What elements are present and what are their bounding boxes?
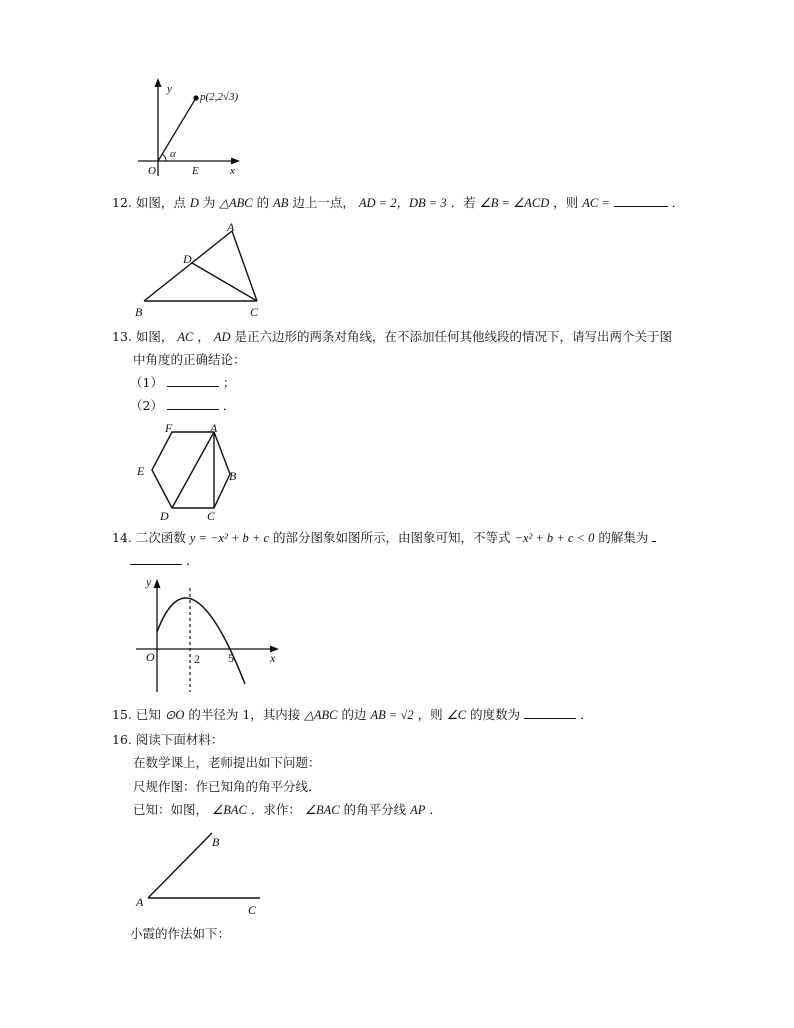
q16-text-e: 的角平分线 (343, 802, 407, 817)
x-label: x (270, 651, 276, 665)
side-ac (232, 231, 257, 301)
answer-blank[interactable] (614, 194, 668, 207)
q13-text-c: ， (197, 329, 210, 344)
q16-line4: 小霞的作法如下： (130, 926, 231, 941)
q14-end: ． (185, 553, 199, 568)
vertex-a-label: A (136, 895, 144, 909)
x-label: x (230, 165, 235, 177)
q12-side: AB (273, 196, 289, 210)
vertex-c-label: C (250, 305, 259, 319)
q13-line2: 中角度的正确结论： (133, 352, 246, 367)
q15-circle: ⊙O (164, 708, 185, 722)
q11-figure (130, 76, 255, 180)
item-number: （1） (130, 375, 163, 390)
parabola (157, 598, 245, 684)
q14-text-a: 二次函数 (135, 530, 186, 545)
origin-label: O (146, 650, 155, 664)
item-end: ． (222, 398, 236, 413)
tick-2-label: 2 (194, 652, 200, 666)
side-ba (144, 231, 232, 301)
vertex-a-label: A (227, 220, 235, 234)
answer-blank[interactable] (130, 552, 182, 565)
vertex-b-label: B (229, 469, 237, 483)
q16-text-a: 已知：如图， (133, 802, 209, 817)
item-end: ； (222, 375, 236, 390)
segment-cd (192, 263, 257, 301)
q12-text-i: ．若 (450, 195, 476, 210)
y-axis-arrow (154, 579, 161, 588)
q13-item1 (130, 374, 235, 392)
q13-text-a: 如图， (135, 329, 174, 344)
q16-angle-2: ∠BAC (304, 803, 340, 817)
answer-blank-start (652, 529, 656, 542)
q15-text-a: 已知 (135, 707, 161, 722)
q12-ac: AC = (582, 196, 610, 210)
q12-text-e: 的 (256, 195, 270, 210)
q16-ap: AP (410, 803, 426, 817)
hexagon (152, 432, 230, 508)
q12-figure (130, 216, 270, 320)
q12-lengths: AD = 2，DB = 3 (358, 196, 447, 210)
q12-triangle: △ABC (219, 196, 253, 210)
q16-text-c: ．求作： (250, 802, 301, 817)
q16-figure (130, 826, 270, 920)
question-number: 16. (112, 732, 132, 747)
alpha-label: α (170, 148, 176, 160)
q15-side: AB = √2 (370, 708, 414, 722)
q12-var-d: D (189, 196, 199, 210)
q15-triangle: △ABC (304, 708, 338, 722)
q12-text-g: 边上一点， (292, 195, 355, 210)
answer-blank[interactable] (524, 706, 576, 719)
origin-label: O (148, 165, 156, 177)
q14-line2 (130, 552, 199, 570)
q14-inequality: −x² + b + c < 0 (514, 531, 595, 545)
q16-title-text: 阅读下面材料： (135, 732, 224, 747)
q15-angle: ∠C (446, 708, 467, 722)
answer-blank[interactable] (167, 397, 219, 410)
q14-line1 (112, 529, 656, 547)
y-label: y (167, 83, 172, 95)
vertex-c-label: C (248, 903, 257, 917)
x-axis-arrow (231, 158, 240, 165)
vertex-f-label: F (165, 421, 173, 435)
q12-text-a: 如图，点 (135, 195, 186, 210)
q12-text (112, 194, 684, 212)
item-number: （2） (130, 398, 163, 413)
q16-line1: 在数学课上，老师提出如下问题： (133, 755, 321, 770)
ray-op (158, 98, 196, 161)
angle-arc (162, 154, 166, 161)
q16-line3 (133, 801, 442, 819)
q15-text-i: 的度数为 (470, 707, 521, 722)
diagonal-ad (172, 432, 214, 508)
question-number: 14. (112, 530, 132, 545)
vertex-d-label: D (183, 252, 192, 266)
question-number: 15. (112, 707, 132, 722)
ray-ab (148, 833, 212, 898)
q12-text-c: 为 (202, 195, 216, 210)
q16-angle: ∠BAC (212, 803, 247, 817)
q16-text-g: ． (429, 802, 442, 817)
answer-blank[interactable] (167, 374, 219, 387)
q15-text (112, 706, 593, 724)
vertex-e-label: E (137, 464, 145, 478)
y-axis-arrow (155, 78, 162, 87)
q13-text-e: 是正六边形的两条对角线，在不添加任何其他线段的情况下，请写出两个关于图 (234, 329, 673, 344)
q14-function: y = −x² + b + c (189, 531, 270, 545)
q15-text-g: ，则 (417, 707, 443, 722)
q13-line1 (112, 328, 672, 346)
q12-text-k: ，则 (553, 195, 579, 210)
q13-ad: AD (213, 330, 231, 344)
q16-line2: 尺规作图：作已知角的角平分线． (133, 779, 321, 794)
vertex-b-label: B (135, 305, 143, 319)
vertex-a-label: A (210, 421, 218, 435)
q15-end: ． (580, 707, 593, 722)
q14-text-c: 的部分图象如图所示，由图象可知，不等式 (273, 530, 511, 545)
q15-text-c: 的半径为 1，其内接 (188, 707, 301, 722)
q12-angle-eq: ∠B = ∠ACD (479, 196, 550, 210)
point-p (193, 95, 198, 100)
point-p-label: p(2,2√3) (200, 91, 239, 103)
question-number: 12. (112, 195, 132, 210)
tick-5-label: 5 (228, 651, 234, 665)
question-number: 13. (112, 329, 132, 344)
q14-figure (130, 574, 282, 696)
q16-title (112, 731, 223, 749)
q14-text-e: 的解集为 (598, 530, 649, 545)
q15-text-e: 的边 (341, 707, 367, 722)
vertex-d-label: D (160, 509, 169, 522)
q13-item2 (130, 397, 235, 415)
vertex-c-label: C (207, 509, 216, 522)
q13-figure (132, 420, 244, 522)
q13-ac: AC (177, 330, 194, 344)
vertex-b-label: B (212, 835, 220, 849)
e-label: E (192, 165, 199, 177)
q12-end: ． (671, 195, 685, 210)
y-label: y (146, 575, 152, 589)
